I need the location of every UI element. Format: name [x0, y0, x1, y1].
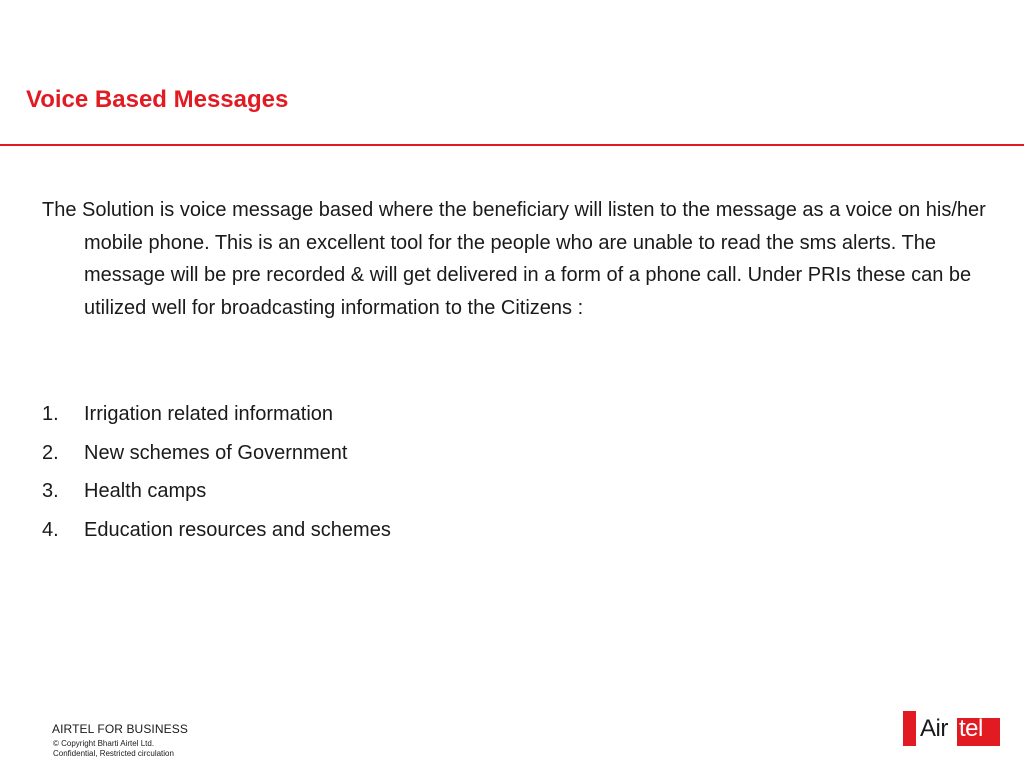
- logo-text-tel: tel: [959, 715, 983, 742]
- list-item-text: Education resources and schemes: [84, 518, 391, 541]
- confidential-line: Confidential, Restricted circulation: [53, 749, 174, 758]
- list-item: [42, 475, 391, 514]
- list-item-text: Health camps: [84, 480, 207, 502]
- list-item-number: 2.: [42, 441, 59, 464]
- list-item-number: 4.: [42, 518, 59, 541]
- logo-text-air: Air: [920, 715, 948, 742]
- list-item-text: New schemes of Government: [84, 441, 348, 464]
- airtel-logo: [903, 711, 1000, 746]
- slide-title: Voice Based Messages: [26, 86, 289, 113]
- list-item: [42, 437, 391, 476]
- footer-copyright: [53, 739, 174, 759]
- intro-paragraph: The Solution is voice message based where the beneficiary will listen to the message as a voice on his/her mobile phone. This is an excellent tool for the people who are unable to read the sms alerts. The message will be pre recorded & will get delivered in a form of a phone call. Under PRIs these can be utilized well for broadcasting information to the Citizens :: [42, 199, 986, 319]
- list-item-number: 1.: [42, 403, 59, 425]
- list-item-text: Irrigation related information: [84, 403, 334, 425]
- title-divider: [0, 144, 1024, 146]
- logo-bar-mark: [903, 711, 916, 746]
- copyright-line: © Copyright Bharti Airtel Ltd.: [53, 739, 155, 748]
- footer-brand: AIRTEL FOR BUSINESS: [52, 722, 188, 736]
- list-item: [42, 514, 391, 553]
- list-item-number: 3.: [42, 480, 59, 502]
- list-item: [42, 398, 391, 437]
- points-list: [42, 398, 391, 552]
